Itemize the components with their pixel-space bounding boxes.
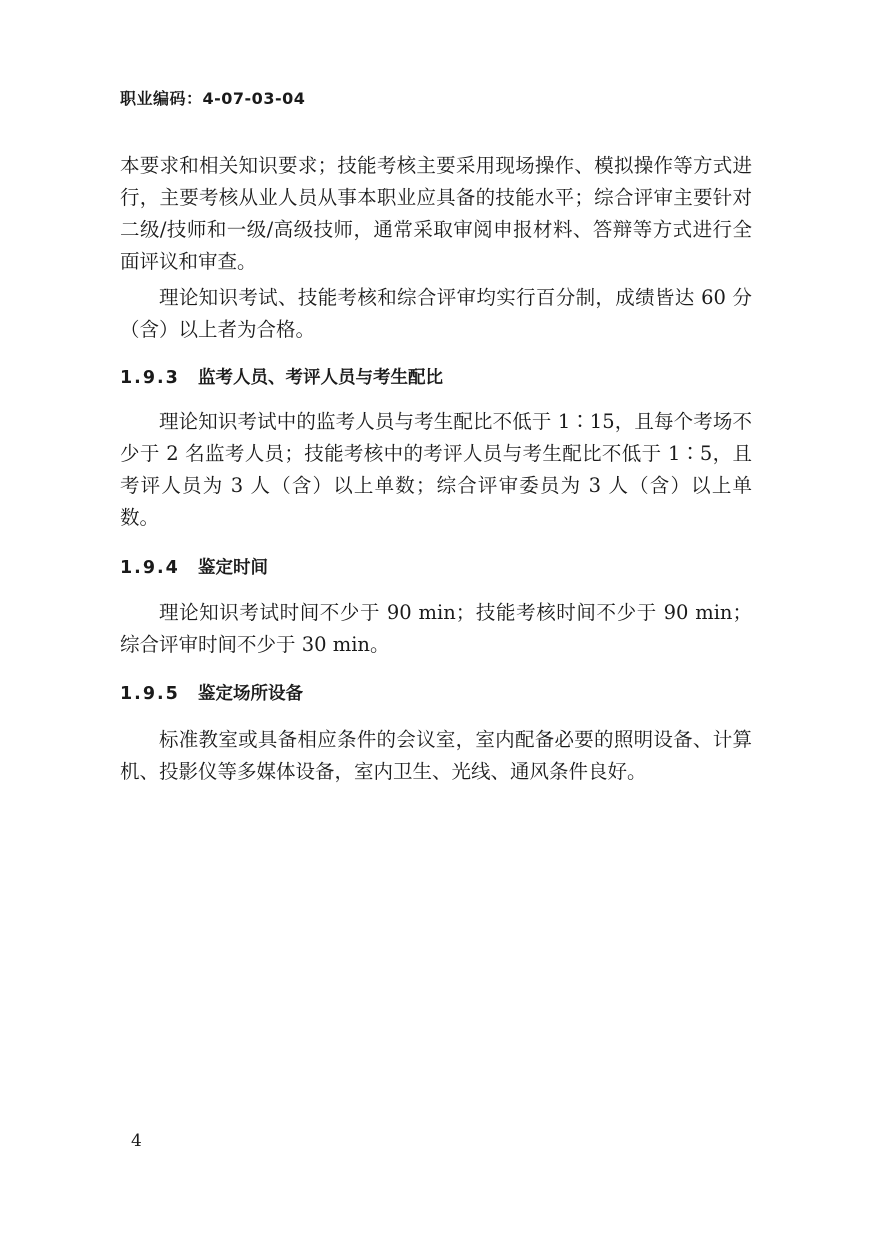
section-number: 1.9.3 [120, 368, 180, 388]
section-number: 1.9.5 [120, 684, 180, 704]
section-title: 鉴定时间 [198, 558, 268, 578]
paragraph-scoring: 理论知识考试、技能考核和综合评审均实行百分制，成绩皆达 60 分（含）以上者为合格。 [120, 286, 752, 341]
section-title: 监考人员、考评人员与考生配比 [198, 368, 443, 388]
section-number: 1.9.4 [120, 558, 180, 578]
paragraph-venue-equipment: 标准教室或具备相应条件的会议室，室内配备必要的照明设备、计算机、投影仪等多媒体设备，室内卫生、光线、通风条件良好。 [120, 728, 752, 783]
paragraph-assessment-methods: 本要求和相关知识要求；技能考核主要采用现场操作、模拟操作等方式进行，主要考核从业人员从事本职业应具备的技能水平；综合评审主要针对二级/技师和一级/高级技师，通常采取审阅申报材料、答辩等方式进行全面评议和审查。 [120, 154, 752, 273]
section-heading-1-9-5 [120, 680, 303, 705]
paragraph-proctor-ratio: 理论知识考试中的监考人员与考生配比不低于 1∶15，且每个考场不少于 2 名监考人员；技能考核中的考评人员与考生配比不低于 1∶5，且考评人员为 3 人（含）以上单数；综合评审委员为 3 人（含）以上单数。 [120, 410, 752, 529]
paragraph-exam-duration: 理论知识考试时间不少于 90 min；技能考核时间不少于 90 min；综合评审时间不少于 30 min。 [120, 601, 752, 656]
section-heading-1-9-3 [120, 364, 443, 389]
page-number: 4 [131, 1131, 142, 1151]
section-title: 鉴定场所设备 [198, 684, 303, 704]
occupation-code-header: 职业编码：4-07-03-04 [120, 89, 306, 108]
section-heading-1-9-4 [120, 554, 268, 579]
